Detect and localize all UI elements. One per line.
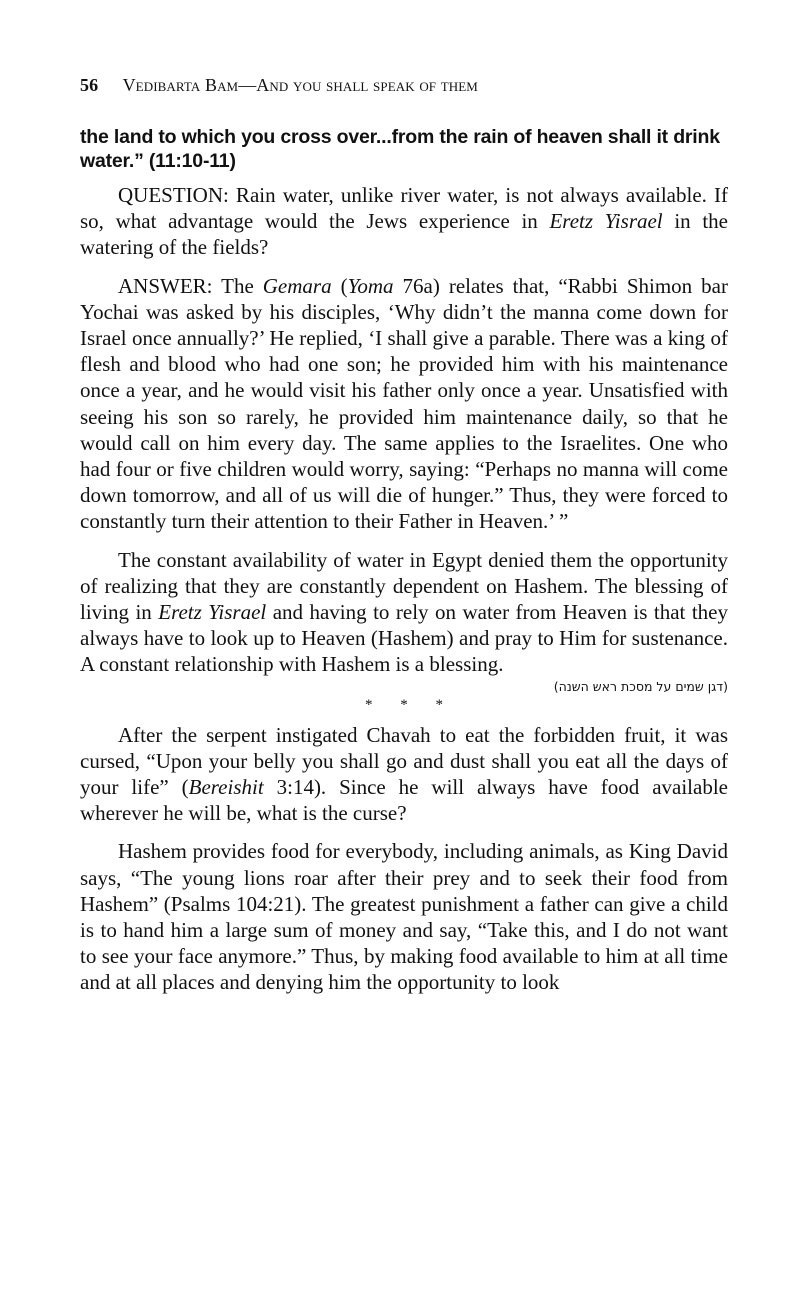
text-run: (: [331, 273, 348, 298]
serpent-question-paragraph: [80, 722, 728, 827]
italic-term: Eretz Yisrael: [549, 209, 663, 234]
text-run: 76a) relates that, “Rabbi Shimon bar Yochai was asked by his disciples, ‘Why didn’t the manna come down for Israel once annually?’ He replied, ‘I shall give a parable. There was a king of flesh and blood who had one son; he provided him with his maintenance once a year, and he would visit his father only once a year. Unsatisfied with seeing his son so rarely, he provided him maintenance daily, so that he would call on him every day. The same applies to the Israelites. One who had four or five children would worry, saying: “Perhaps no manna will come down tomorrow, and all of us will die of hunger.” Thus, they were forced to constantly turn their attention to their Father in Heaven.’ ”: [80, 273, 728, 534]
answer-paragraph: [80, 273, 728, 535]
book-title: Vedibarta Bam—And you shall speak of them: [122, 75, 478, 95]
page-number: 56: [80, 75, 99, 95]
text-run: 3:14). Since he will always have food available wherever he will be, what is the curse?: [80, 775, 728, 826]
body-text: [80, 182, 728, 1008]
text-run: Hashem provides food for everybody, including animals, as King David says, “The young lions roar after their prey and to seek their food from Hashem” (Psalms 104:21). The greatest punishment a father can give a child is to hand him a large sum of money and say, “Take this, and I do not want to see your face anymore.” Thus, by making food available to him at all time and at all places and denying him the opportunity to look: [80, 839, 728, 995]
verse-heading: the land to which you cross over...from the rain of heaven shall it drink water.” (11:10-11): [80, 126, 720, 172]
hebrew-citation: (דגן שמים על מסכת ראש השנה): [553, 678, 728, 694]
italic-term: Eretz Yisrael: [158, 600, 267, 625]
italic-term: Yoma: [347, 273, 394, 298]
text-run: After the serpent instigated Chavah to eat the forbidden fruit, it was cursed, “Upon your belly you shall go and dust shall you eat all the days of your life” (: [80, 722, 728, 800]
serpent-answer-paragraph: [80, 838, 728, 995]
text-run: ANSWER: The: [118, 273, 263, 298]
question-paragraph: [80, 182, 728, 261]
section-separator: * * *: [365, 696, 455, 713]
explanation-paragraph: [80, 547, 728, 678]
text-run: QUESTION: Rain water, unlike river water, is not always available. If so, what advantage would the Jews experience in: [80, 183, 728, 234]
running-head: [80, 75, 478, 96]
text-run: and having to rely on water from Heaven is that they always have to look up to Heaven (Hashem) and pray to Him for sustenance. A constant relationship with Hashem is a blessing.: [80, 600, 728, 677]
italic-term: Gemara: [262, 273, 332, 298]
text-run: The constant availability of water in Egypt denied them the opportunity of realizing that they are constantly dependent on Hashem. The blessing of living in: [80, 547, 728, 625]
text-run: in the watering of the fields?: [80, 209, 728, 260]
italic-term: Bereishit: [188, 775, 264, 800]
